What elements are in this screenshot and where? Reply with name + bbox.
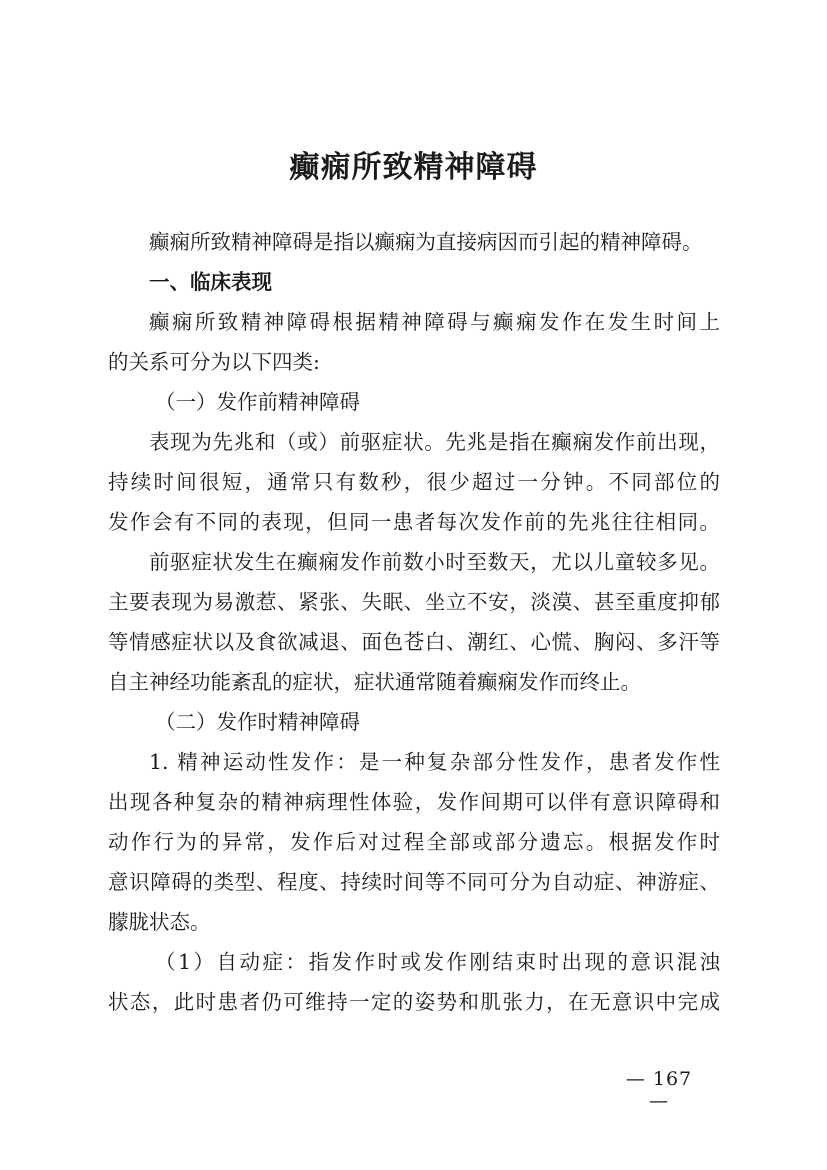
paragraph-line: 自主神经功能紊乱的症状，症状通常随着癫痫发作而终止。 (108, 670, 641, 694)
paragraph-line: 持续时间很短，通常只有数秒，很少超过一分钟。不同部位的 (108, 470, 720, 494)
body-text (108, 222, 720, 1022)
paragraph-line: 朦胧状态。 (108, 910, 211, 934)
page-number: — 167 — (625, 1068, 693, 1112)
paragraph-line: 前驱症状发生在癫痫发作前数小时至数天，尤以儿童较多见。 (149, 550, 720, 574)
paragraph-line: 主要表现为易激惹、紧张、失眠、坐立不安，淡漠、甚至重度抑郁 (108, 590, 720, 614)
paragraph-line: （1）自动症：指发作时或发作刚结束时出现的意识混浊 (155, 950, 720, 974)
paragraph-line: 表现为先兆和（或）前驱症状。先兆是指在癫痫发作前出现， (149, 430, 720, 454)
paragraph-line: 癫痫所致精神障碍是指以癫痫为直接病因而引起的精神障碍。 (149, 230, 703, 254)
section-heading: 一、临床表现 (149, 270, 272, 294)
subsection-heading: （一）发作前精神障碍 (155, 390, 360, 414)
paragraph-line: 意识障碍的类型、程度、持续时间等不同可分为自动症、神游症、 (108, 870, 720, 894)
subsection-heading: （二）发作时精神障碍 (155, 710, 360, 734)
page-title: 癫痫所致精神障碍 (289, 150, 538, 185)
paragraph-line: 发作会有不同的表现，但同一患者每次发作前的先兆往往相同。 (108, 510, 720, 534)
paragraph-line: 出现各种复杂的精神病理性体验，发作间期可以伴有意识障碍和 (108, 790, 720, 814)
paragraph-line: 1. 精神运动性发作：是一种复杂部分性发作，患者发作性 (149, 750, 720, 774)
paragraph-line: 状态，此时患者仍可维持一定的姿势和肌张力，在无意识中完成 (108, 990, 720, 1014)
paragraph-line: 癫痫所致精神障碍根据精神障碍与癫痫发作在发生时间上 (149, 310, 720, 334)
paragraph-line: 的关系可分为以下四类: (108, 350, 320, 374)
paragraph-line: 等情感症状以及食欲减退、面色苍白、潮红、心慌、胸闷、多汗等 (108, 630, 720, 654)
paragraph-line: 动作行为的异常，发作后对过程全部或部分遗忘。根据发作时 (108, 830, 720, 854)
